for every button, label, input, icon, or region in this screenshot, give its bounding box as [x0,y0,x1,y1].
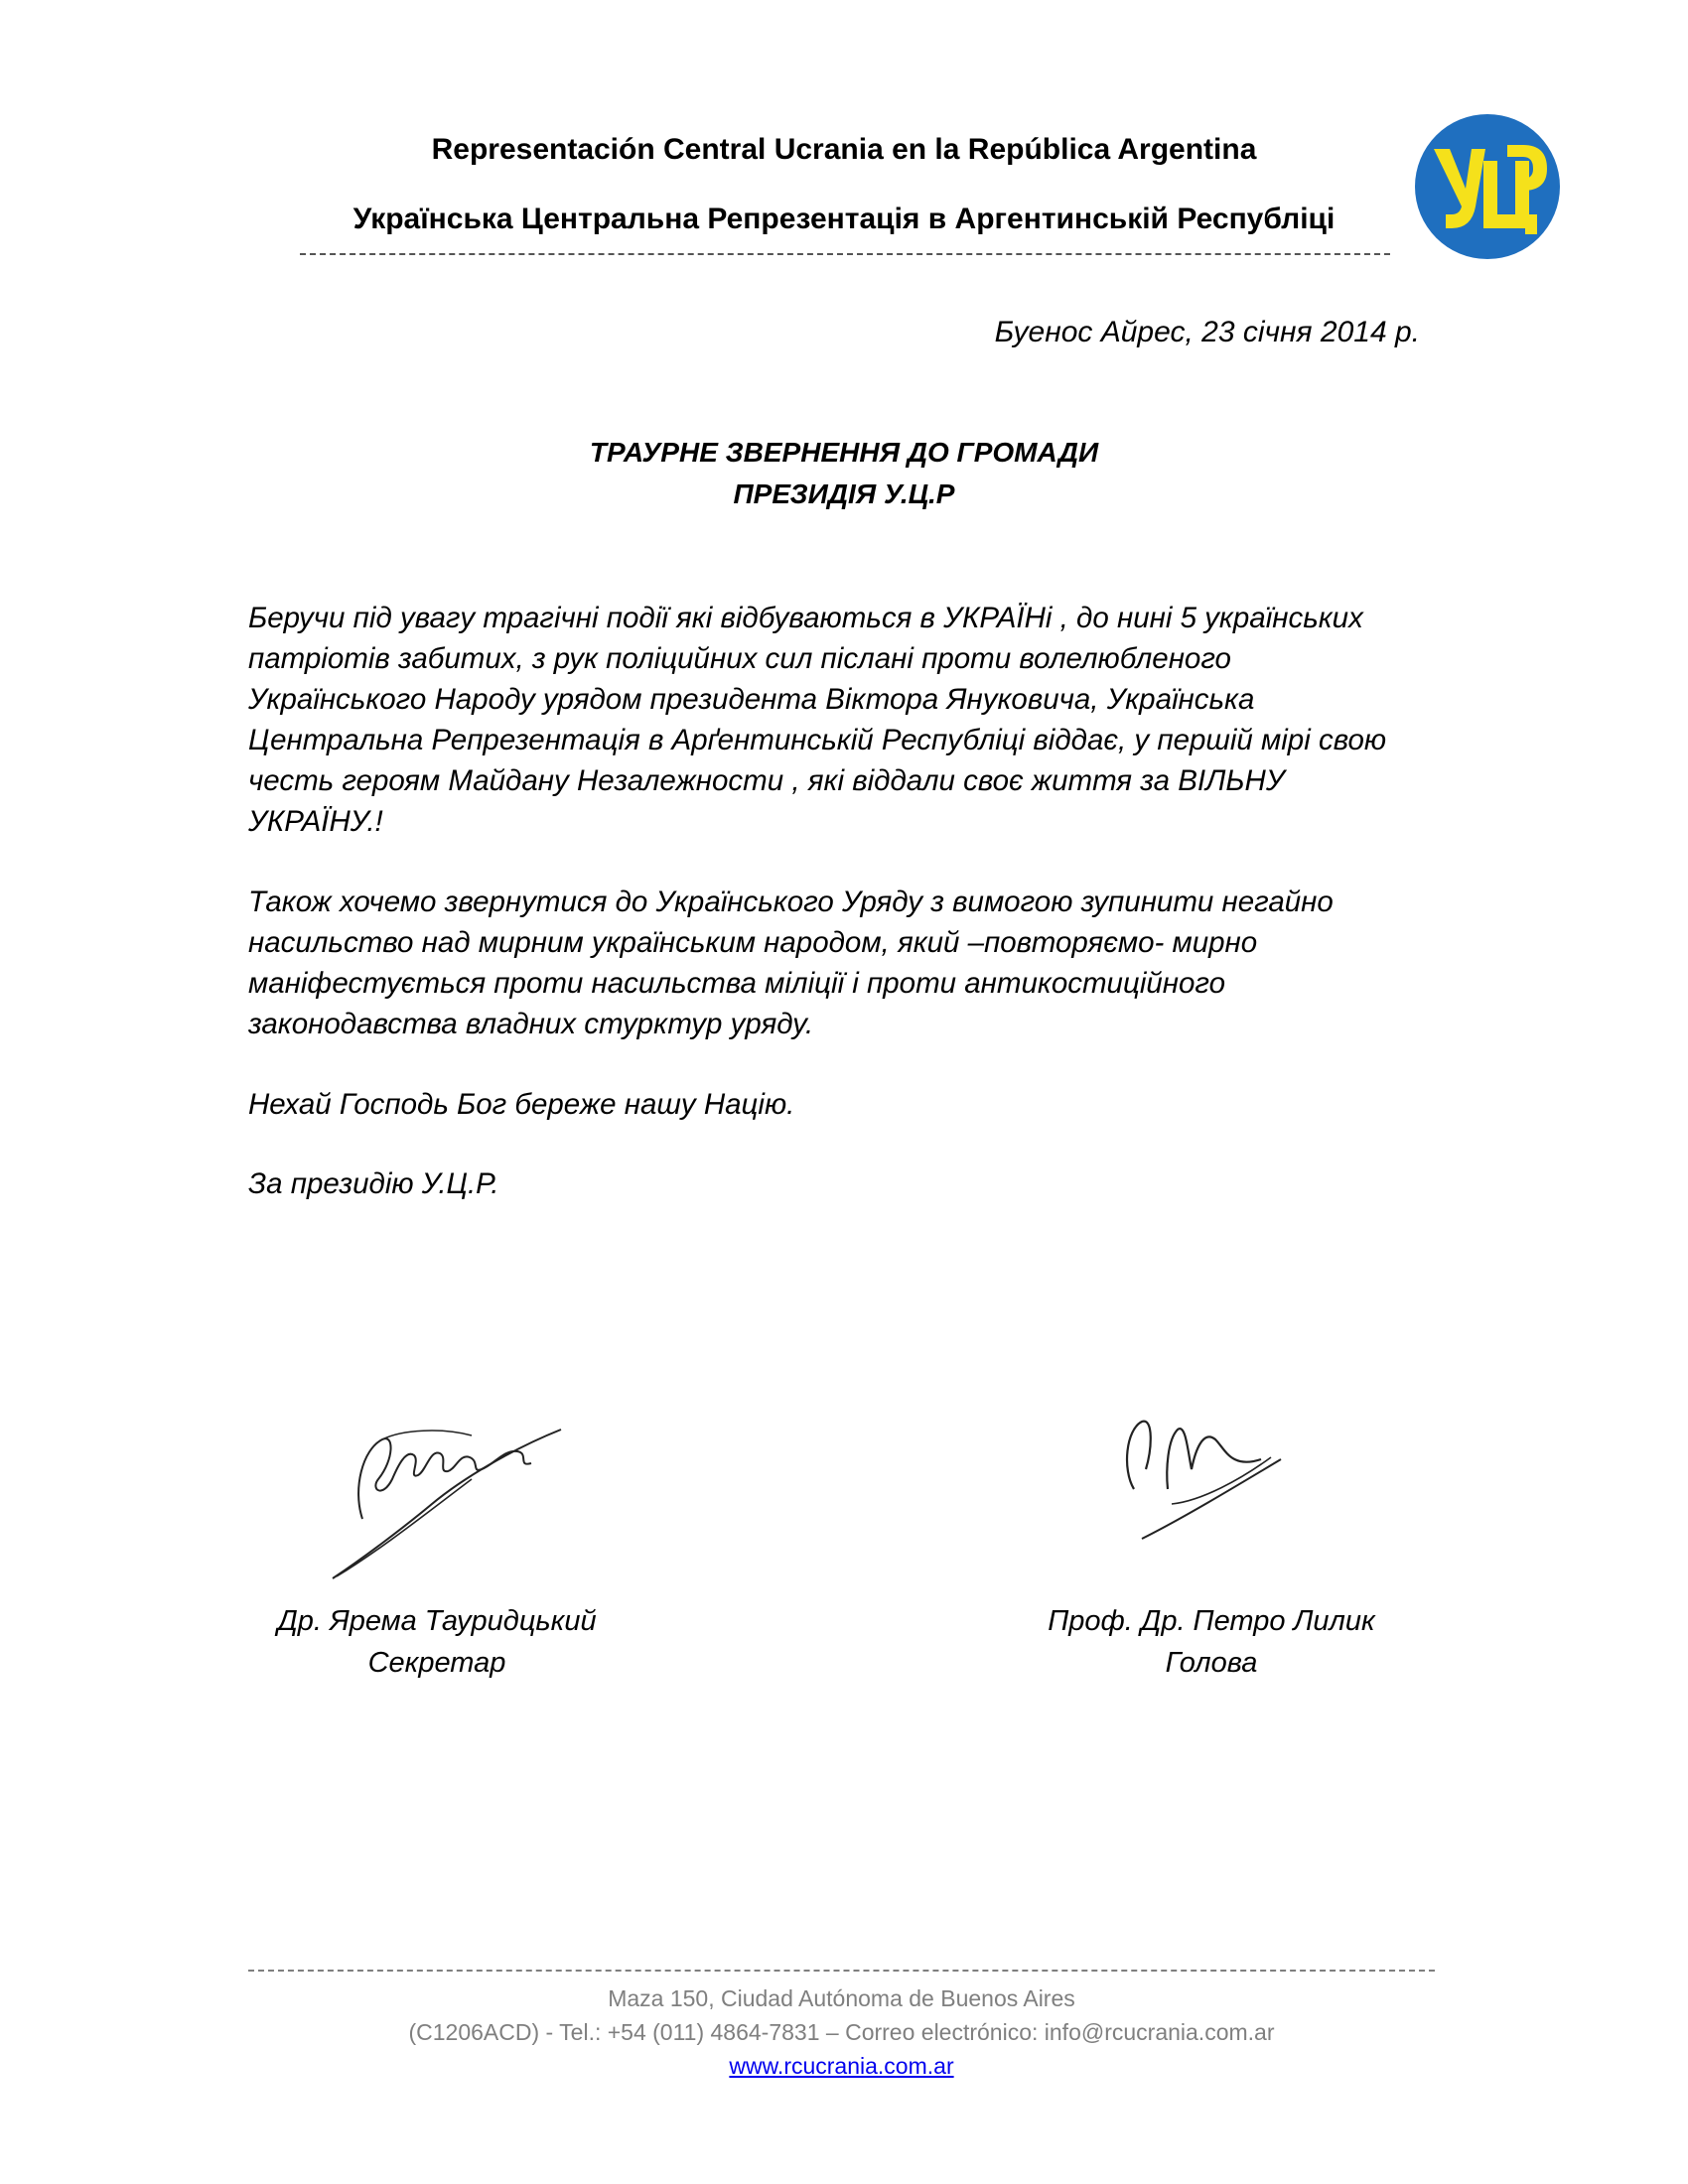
signatory-secretary [228,1600,645,1684]
letter-date: Буенос Айрес, 23 січня 2014 р. [994,316,1420,348]
footer-contact: (C1206ACD) - Tel.: +54 (011) 4864-7831 – Correo electrónico: info@rcucrania.com.ar [408,2019,1275,2045]
paragraph-line: маніфестується проти насильства міліції і проти антикостиційного [248,967,1226,1000]
signatory-role: Голова [1165,1647,1258,1679]
org-name-ukrainian: Українська Центральна Репрезентація в Аргентинській Республіці [352,203,1336,235]
paragraph-line: Центральна Репрезентація в Арґентинській Республіці віддає, у першій мірі свою [248,724,1387,756]
header-divider [300,253,1390,255]
footer-address: Maza 150, Ciudad Autónoma de Buenos Aires [608,1985,1075,2011]
signatory-role: Секретар [367,1647,506,1679]
closing-line: За президію У.Ц.Р. [248,1167,499,1200]
paragraph-line: Беручи під увагу трагічні події які відбуваються в УКРАЇНі , до нині 5 українських [248,602,1363,634]
chairman-signature [1112,1410,1311,1549]
signatory-name: Др. Ярема Тауридцький [277,1605,597,1637]
paragraph-line: УКРАЇНУ.! [248,805,383,838]
paragraph-line: честь героям Майдану Незалежности , які віддали своє життя за ВІЛЬНУ [248,764,1285,797]
website-link[interactable]: www.rcucrania.com.ar [729,2053,954,2079]
letter-subtitle: ПРЕЗИДІЯ У.Ц.Р [733,478,955,509]
footer-divider [248,1970,1435,1972]
org-name-spanish: Representación Central Ucrania en la República Argentina [431,133,1257,166]
paragraph-line: патріотів забитих, з рук поліцийних сил післані проти волелюбленого [248,642,1231,675]
organization-logo [1412,111,1563,262]
body-paragraph-1 [248,598,1420,842]
paragraph-line: насильство над мирним українським народом, який –повторяємо- мирно [248,926,1258,959]
letter-title: ТРАУРНЕ ЗВЕРНЕННЯ ДО ГРОМАДИ [589,437,1099,468]
signatory-chairman [1003,1600,1420,1684]
paragraph-line: законодавства владних стурктур уряду. [248,1008,814,1040]
signatory-name: Проф. Др. Петро Лилик [1048,1605,1375,1637]
footer-website-row [248,2050,1435,2082]
paragraph-line: Українського Народу урядом президента Віктора Януковича, Українська [248,683,1255,716]
body-paragraph-2 [248,882,1420,1044]
paragraph-line: Також хочемо звернутися до Українського Уряду з вимогою зупинити негайно [248,886,1334,918]
secretary-signature [323,1410,581,1583]
blessing-line: Нехай Господь Бог береже нашу Націю. [248,1088,795,1121]
